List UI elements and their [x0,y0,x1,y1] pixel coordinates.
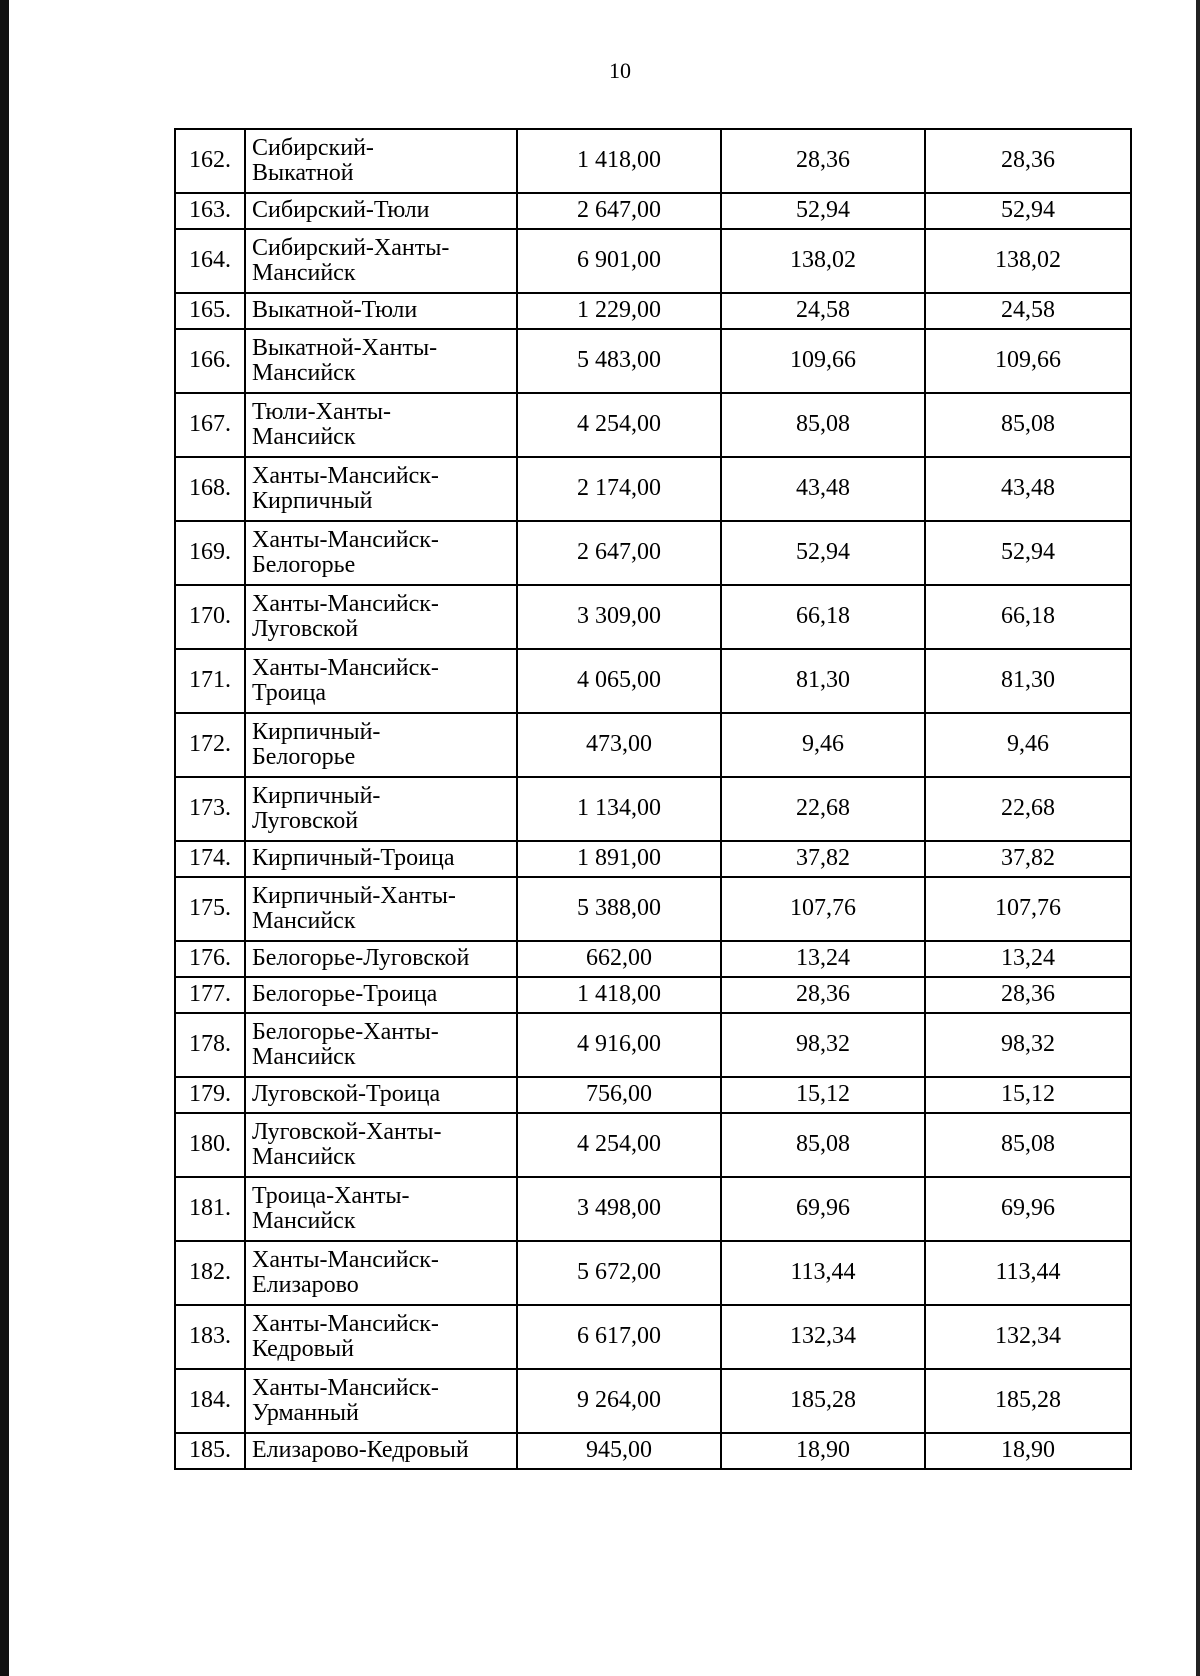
value-cell: 107,76 [721,877,925,941]
distance-cell: 4 254,00 [517,1113,721,1177]
table-row [175,877,1131,941]
route-cell: Белогорье-Троица [245,977,517,1013]
table-row [175,393,1131,457]
row-number-cell: 185. [175,1433,245,1469]
row-number-cell: 184. [175,1369,245,1433]
table-row [175,193,1131,229]
table-row [175,129,1131,193]
value-cell: 66,18 [721,585,925,649]
value-cell: 109,66 [721,329,925,393]
row-number-cell: 164. [175,229,245,293]
distance-cell: 1 418,00 [517,977,721,1013]
row-number-cell: 173. [175,777,245,841]
value-cell: 52,94 [925,521,1131,585]
distance-cell: 756,00 [517,1077,721,1113]
route-cell: Выкатной-Ханты- Мансийск [245,329,517,393]
route-cell: Сибирский-Ханты- Мансийск [245,229,517,293]
row-number-cell: 167. [175,393,245,457]
distance-cell: 4 065,00 [517,649,721,713]
value-cell: 9,46 [925,713,1131,777]
distance-cell: 6 617,00 [517,1305,721,1369]
value-cell: 69,96 [925,1177,1131,1241]
row-number-cell: 168. [175,457,245,521]
value-cell: 85,08 [721,1113,925,1177]
route-cell: Кирпичный-Ханты- Мансийск [245,877,517,941]
distance-cell: 2 647,00 [517,193,721,229]
value-cell: 66,18 [925,585,1131,649]
row-number-cell: 162. [175,129,245,193]
row-number-cell: 174. [175,841,245,877]
table-row [175,329,1131,393]
value-cell: 43,48 [925,457,1131,521]
row-number-cell: 172. [175,713,245,777]
value-cell: 15,12 [925,1077,1131,1113]
row-number-cell: 163. [175,193,245,229]
value-cell: 85,08 [721,393,925,457]
row-number-cell: 169. [175,521,245,585]
table-body [175,129,1131,1469]
table-row [175,1241,1131,1305]
table-row [175,585,1131,649]
distance-cell: 1 891,00 [517,841,721,877]
route-cell: Ханты-Мансийск- Луговской [245,585,517,649]
route-cell: Кирпичный- Луговской [245,777,517,841]
value-cell: 113,44 [925,1241,1131,1305]
table-row [175,713,1131,777]
route-cell: Луговской-Ханты- Мансийск [245,1113,517,1177]
route-cell: Тюли-Ханты- Мансийск [245,393,517,457]
table-row [175,649,1131,713]
distance-cell: 473,00 [517,713,721,777]
value-cell: 109,66 [925,329,1131,393]
value-cell: 13,24 [925,941,1131,977]
distance-cell: 945,00 [517,1433,721,1469]
route-cell: Белогорье-Луговской [245,941,517,977]
table-row [175,1177,1131,1241]
value-cell: 107,76 [925,877,1131,941]
value-cell: 24,58 [721,293,925,329]
row-number-cell: 170. [175,585,245,649]
value-cell: 18,90 [925,1433,1131,1469]
row-number-cell: 178. [175,1013,245,1077]
row-number-cell: 166. [175,329,245,393]
value-cell: 138,02 [721,229,925,293]
row-number-cell: 183. [175,1305,245,1369]
value-cell: 132,34 [925,1305,1131,1369]
value-cell: 81,30 [925,649,1131,713]
value-cell: 28,36 [721,977,925,1013]
row-number-cell: 165. [175,293,245,329]
table-row [175,1113,1131,1177]
route-cell: Кирпичный- Белогорье [245,713,517,777]
route-cell: Ханты-Мансийск- Кедровый [245,1305,517,1369]
value-cell: 85,08 [925,393,1131,457]
route-cell: Елизарово-Кедровый [245,1433,517,1469]
row-number-cell: 171. [175,649,245,713]
table-row [175,777,1131,841]
value-cell: 9,46 [721,713,925,777]
row-number-cell: 177. [175,977,245,1013]
value-cell: 28,36 [925,977,1131,1013]
row-number-cell: 179. [175,1077,245,1113]
table-row [175,1077,1131,1113]
value-cell: 85,08 [925,1113,1131,1177]
route-cell: Ханты-Мансийск- Белогорье [245,521,517,585]
distance-table [174,128,1132,1470]
distance-cell: 5 672,00 [517,1241,721,1305]
scan-edge-left [0,0,9,1676]
value-cell: 81,30 [721,649,925,713]
table-row [175,229,1131,293]
distance-cell: 4 254,00 [517,393,721,457]
distance-cell: 5 388,00 [517,877,721,941]
value-cell: 18,90 [721,1433,925,1469]
row-number-cell: 176. [175,941,245,977]
value-cell: 98,32 [721,1013,925,1077]
value-cell: 22,68 [925,777,1131,841]
distance-cell: 2 174,00 [517,457,721,521]
table-row [175,1305,1131,1369]
route-cell: Ханты-Мансийск- Кирпичный [245,457,517,521]
value-cell: 185,28 [721,1369,925,1433]
value-cell: 69,96 [721,1177,925,1241]
table-row [175,457,1131,521]
value-cell: 28,36 [925,129,1131,193]
route-cell: Ханты-Мансийск- Троица [245,649,517,713]
distance-cell: 2 647,00 [517,521,721,585]
distance-cell: 3 309,00 [517,585,721,649]
page-number: 10 [609,58,631,83]
distance-cell: 1 134,00 [517,777,721,841]
route-cell: Сибирский- Выкатной [245,129,517,193]
route-cell: Ханты-Мансийск- Елизарово [245,1241,517,1305]
row-number-cell: 175. [175,877,245,941]
distance-cell: 5 483,00 [517,329,721,393]
value-cell: 37,82 [721,841,925,877]
value-cell: 15,12 [721,1077,925,1113]
value-cell: 13,24 [721,941,925,977]
route-cell: Луговской-Троица [245,1077,517,1113]
value-cell: 138,02 [925,229,1131,293]
table-row [175,1433,1131,1469]
distance-cell: 1 229,00 [517,293,721,329]
value-cell: 22,68 [721,777,925,841]
scan-edge-right [1196,0,1200,1676]
value-cell: 132,34 [721,1305,925,1369]
row-number-cell: 180. [175,1113,245,1177]
table-row [175,841,1131,877]
value-cell: 52,94 [721,521,925,585]
table-row [175,977,1131,1013]
value-cell: 52,94 [925,193,1131,229]
distance-cell: 4 916,00 [517,1013,721,1077]
route-cell: Белогорье-Ханты- Мансийск [245,1013,517,1077]
row-number-cell: 182. [175,1241,245,1305]
value-cell: 24,58 [925,293,1131,329]
distance-cell: 9 264,00 [517,1369,721,1433]
route-cell: Кирпичный-Троица [245,841,517,877]
route-cell: Выкатной-Тюли [245,293,517,329]
distance-cell: 1 418,00 [517,129,721,193]
value-cell: 52,94 [721,193,925,229]
route-cell: Ханты-Мансийск- Урманный [245,1369,517,1433]
value-cell: 98,32 [925,1013,1131,1077]
distance-cell: 3 498,00 [517,1177,721,1241]
table-row [175,941,1131,977]
route-cell: Сибирский-Тюли [245,193,517,229]
distance-cell: 6 901,00 [517,229,721,293]
table-row [175,1369,1131,1433]
row-number-cell: 181. [175,1177,245,1241]
table-row [175,1013,1131,1077]
value-cell: 113,44 [721,1241,925,1305]
table-row [175,293,1131,329]
distance-cell: 662,00 [517,941,721,977]
value-cell: 28,36 [721,129,925,193]
table-row [175,521,1131,585]
value-cell: 37,82 [925,841,1131,877]
value-cell: 43,48 [721,457,925,521]
value-cell: 185,28 [925,1369,1131,1433]
route-cell: Троица-Ханты- Мансийск [245,1177,517,1241]
